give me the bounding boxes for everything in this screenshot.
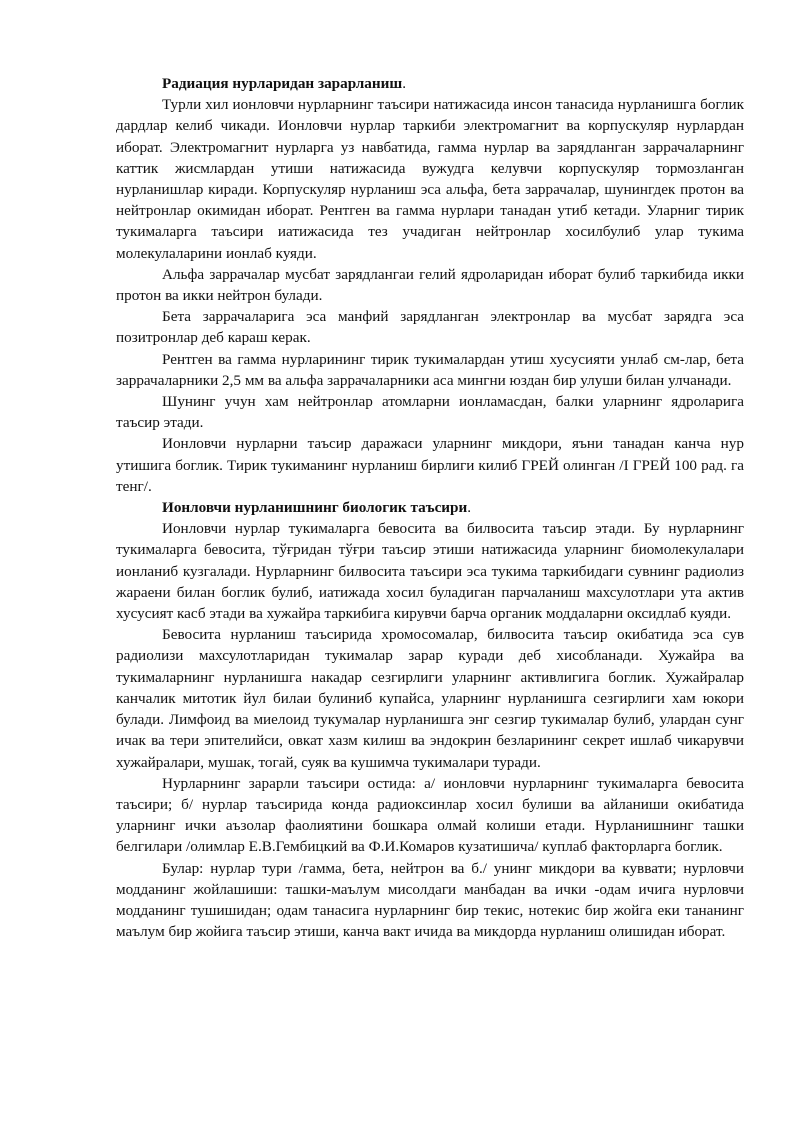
paragraph: Рентген ва гамма нурларининг тирик тукималардан утиш хусусияти унлаб см-лар, бета заррачаларники 2,5 мм ва альфа заррачаларники аса мингни юздан бир улуши билан улчанади. [116, 350, 744, 389]
heading-text: Радиация нурларидан зарарланиш [162, 75, 403, 92]
paragraph: Ионловчи нурлар тукималарга бевосита ва билвосита таъсир этади. Бу нурларнинг тукималарга бевосита, тўғридан тўғри таъсир этиши натижасида уларнинг биомолекулалари ионланиб кузгалади. Нурларнинг билвосита таъсири эса тукима таркибидаги сувнинг радиолиз жараени билан боглик булиб, иатижада хосил буладиган парчаланиш махсулотлари ута актив хусусият касб этади ва хужайра таркибига кирувчи барча органик моддаларни оксидлаб куяди. [116, 520, 744, 623]
paragraph: Шунинг учун хам нейтронлар атомларни ионламасдан, балки уларнинг ядроларига таъсир этади. [116, 393, 744, 432]
paragraph: Бевосита нурланиш таъсирида хромосомалар, билвосита таъсир окибатида эса сув радиолизи махсулотларидан тукималар зарар куради деб хисобланади. Хужайра ва тукималарнинг нурланишга накадар сезгирлиги уларнинг активлигига боглик. Хужайралар канчалик митотик йул билаи булиниб купайса, уларнинг нурланишга сезгирлиги хам юкори булади. Лимфоид ва миелоид тукумалар нурланишга энг сезгир тукималар булиб, улардан сунг ичак ва тери эпителийси, овкат хазм килиш ва эндокрин безларининг секрет ишлаб чикарувчи хужайралари, мушак, тогай, суяк ва кушимча тукималари туради. [116, 626, 744, 771]
paragraph: Ионловчи нурларни таъсир даражаси уларнинг микдори, яъни танадан канча нур утишига боглик. Тирик тукиманинг нурланиш бирлиги килиб ГРЕЙ олинган /I ГРЕЙ 100 рад. га тенг/. [116, 435, 744, 495]
paragraph: Турли хил ионловчи нурларнинг таъсири натижасида инсон танасида нурланишга боглик дардлар келиб чикади. Ионловчи нурлар таркиби электромагнит ва корпускуляр нурлардан иборат. Электромагнит нурларга уз навбатида, гамма нурлар ва зарядланган заррачаларнинг каттик жисмлардан утиши натижасида вужудга келувчи корпускуляр тормозланган нурланишлар киради. Корпускуляр нурланиш эса альфа, бета заррачалар, шунингдек протон ва нейтронлар окимидан иборат. Рентген ва гамма нурлари танадан утиб кетади. Уларниг тирик тукималарга таъсири иатижасида тез учадиган нейтронлар хосилбулиб улар тукима молекулаларини ионлаб куяди. [116, 96, 744, 262]
paragraph: Альфа заррачалар мусбат зарядлангаи гелий ядроларидан иборат булиб таркибида икки протон ва икки нейтрон булади. [116, 265, 744, 305]
heading-text: Ионловчи нурланишнинг биологик таъсири [162, 499, 468, 517]
paragraph: Нурларнинг зарарли таъсири остида: а/ ионловчи нурларнинг тукималарга бевосита таъсири; б/ нурлар таъсирида конда радиоксинлар хосил булиши ва айланиши окибатида уларнинг ички аъзолар фаолиятини бошкара олмай колиши етади. Нурланишнинг ташки белгилари /олимлар Е.В.Гембицкий ва Ф.И.Комаров кузатишича/ куплаб факторларга боглик. [116, 774, 744, 856]
section-heading: Ионловчи нурланишнинг биологик таъсири. [162, 499, 472, 517]
paragraph: Бета заррачаларига эса манфий зарядланган электронлар ва мусбат зарядга эса позитронлар деб караш керак. [116, 308, 744, 347]
section-heading: Радиация нурларидан зарарланиш. [162, 75, 407, 92]
paragraph: Булар: нурлар тури /гамма, бета, нейтрон ва б./ унинг микдори ва куввати; нурловчи модданинг жойлашиши: ташки-маълум мисолдаги манбадан ва ички -одам ичига нурловчи модданинг тушишидан; одам танасига нурларнинг бир текис, нотекис бир жойга еки тананинг маълум бир жойига таъсир этиши, канча вакт ичида ва микдорда нурланиш олишидан иборат. [116, 859, 744, 941]
